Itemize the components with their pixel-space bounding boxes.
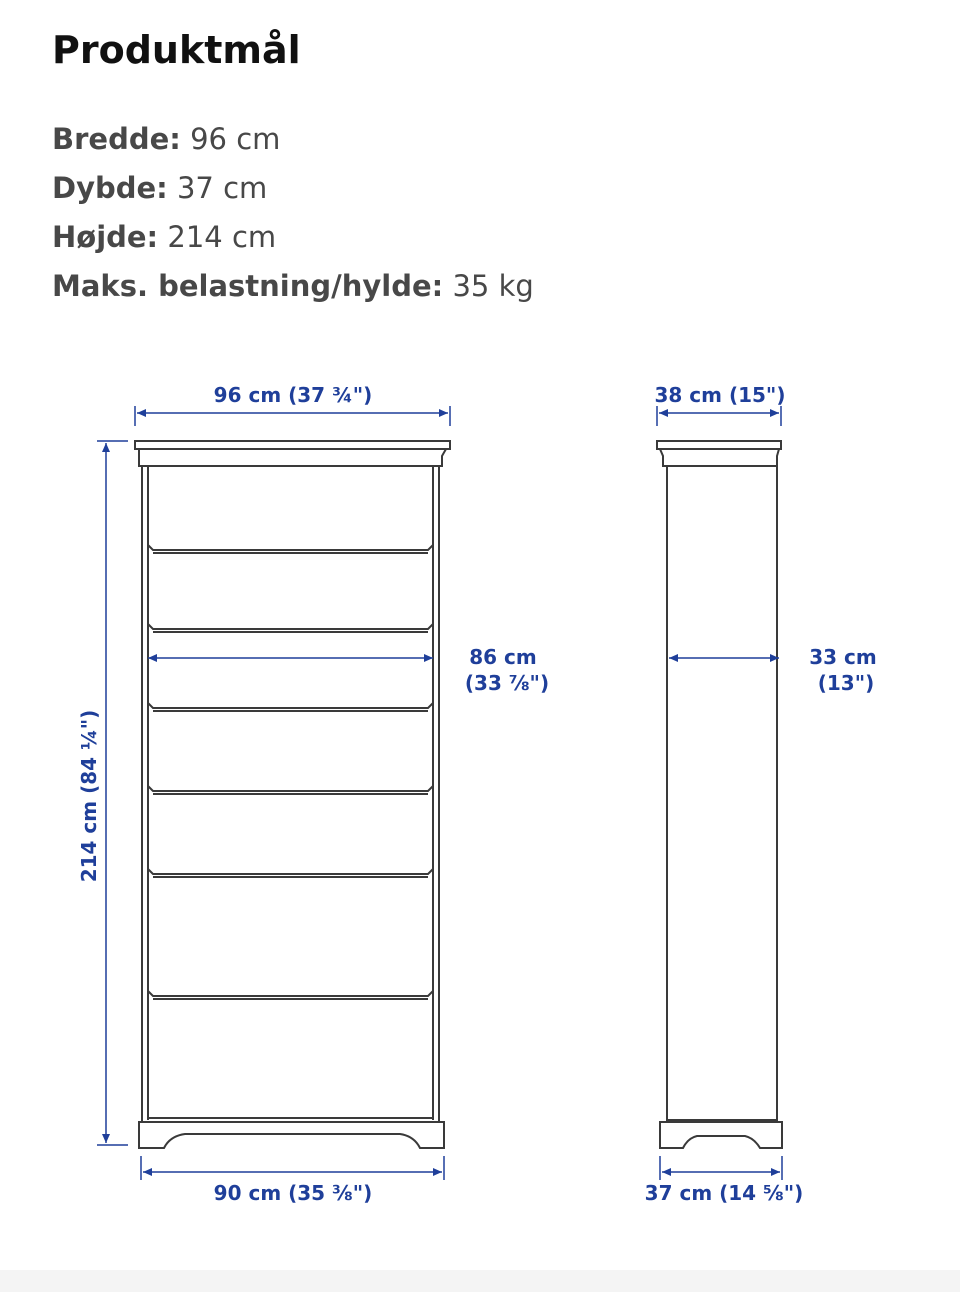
front-height-label: 214 cm (84 ¼") <box>77 709 101 883</box>
side-inner-depth-label-in: (13") <box>817 671 875 695</box>
side-inner-depth-label-cm: 33 cm <box>809 645 877 669</box>
side-dimensions <box>657 406 782 1180</box>
spec-label: Bredde: <box>52 122 181 156</box>
spec-value: 35 kg <box>452 269 534 303</box>
spec-value: 214 cm <box>167 220 277 254</box>
front-inner-width-label-in: (33 ⅞") <box>464 671 550 695</box>
spec-value: 96 cm <box>190 122 281 156</box>
front-shelves <box>148 545 433 999</box>
bottom-divider-bar <box>0 1270 960 1292</box>
front-view-bookcase <box>135 441 450 1148</box>
side-bottom-depth-label: 37 cm (14 ⅝") <box>644 1181 804 1205</box>
front-bottom-width-label: 90 cm (35 ⅜") <box>213 1181 373 1205</box>
side-top-depth-label: 38 cm (15") <box>654 383 786 407</box>
spec-value: 37 cm <box>176 171 268 205</box>
page-title: Produktmål <box>52 28 301 72</box>
front-inner-width-label-cm: 86 cm <box>469 645 537 669</box>
spec-label: Højde: <box>52 220 159 254</box>
front-top-width-label: 96 cm (37 ¾") <box>213 383 373 407</box>
spec-label: Dybde: <box>52 171 168 205</box>
spec-label: Maks. belastning/hylde: <box>52 269 444 303</box>
side-view-bookcase <box>657 441 782 1148</box>
